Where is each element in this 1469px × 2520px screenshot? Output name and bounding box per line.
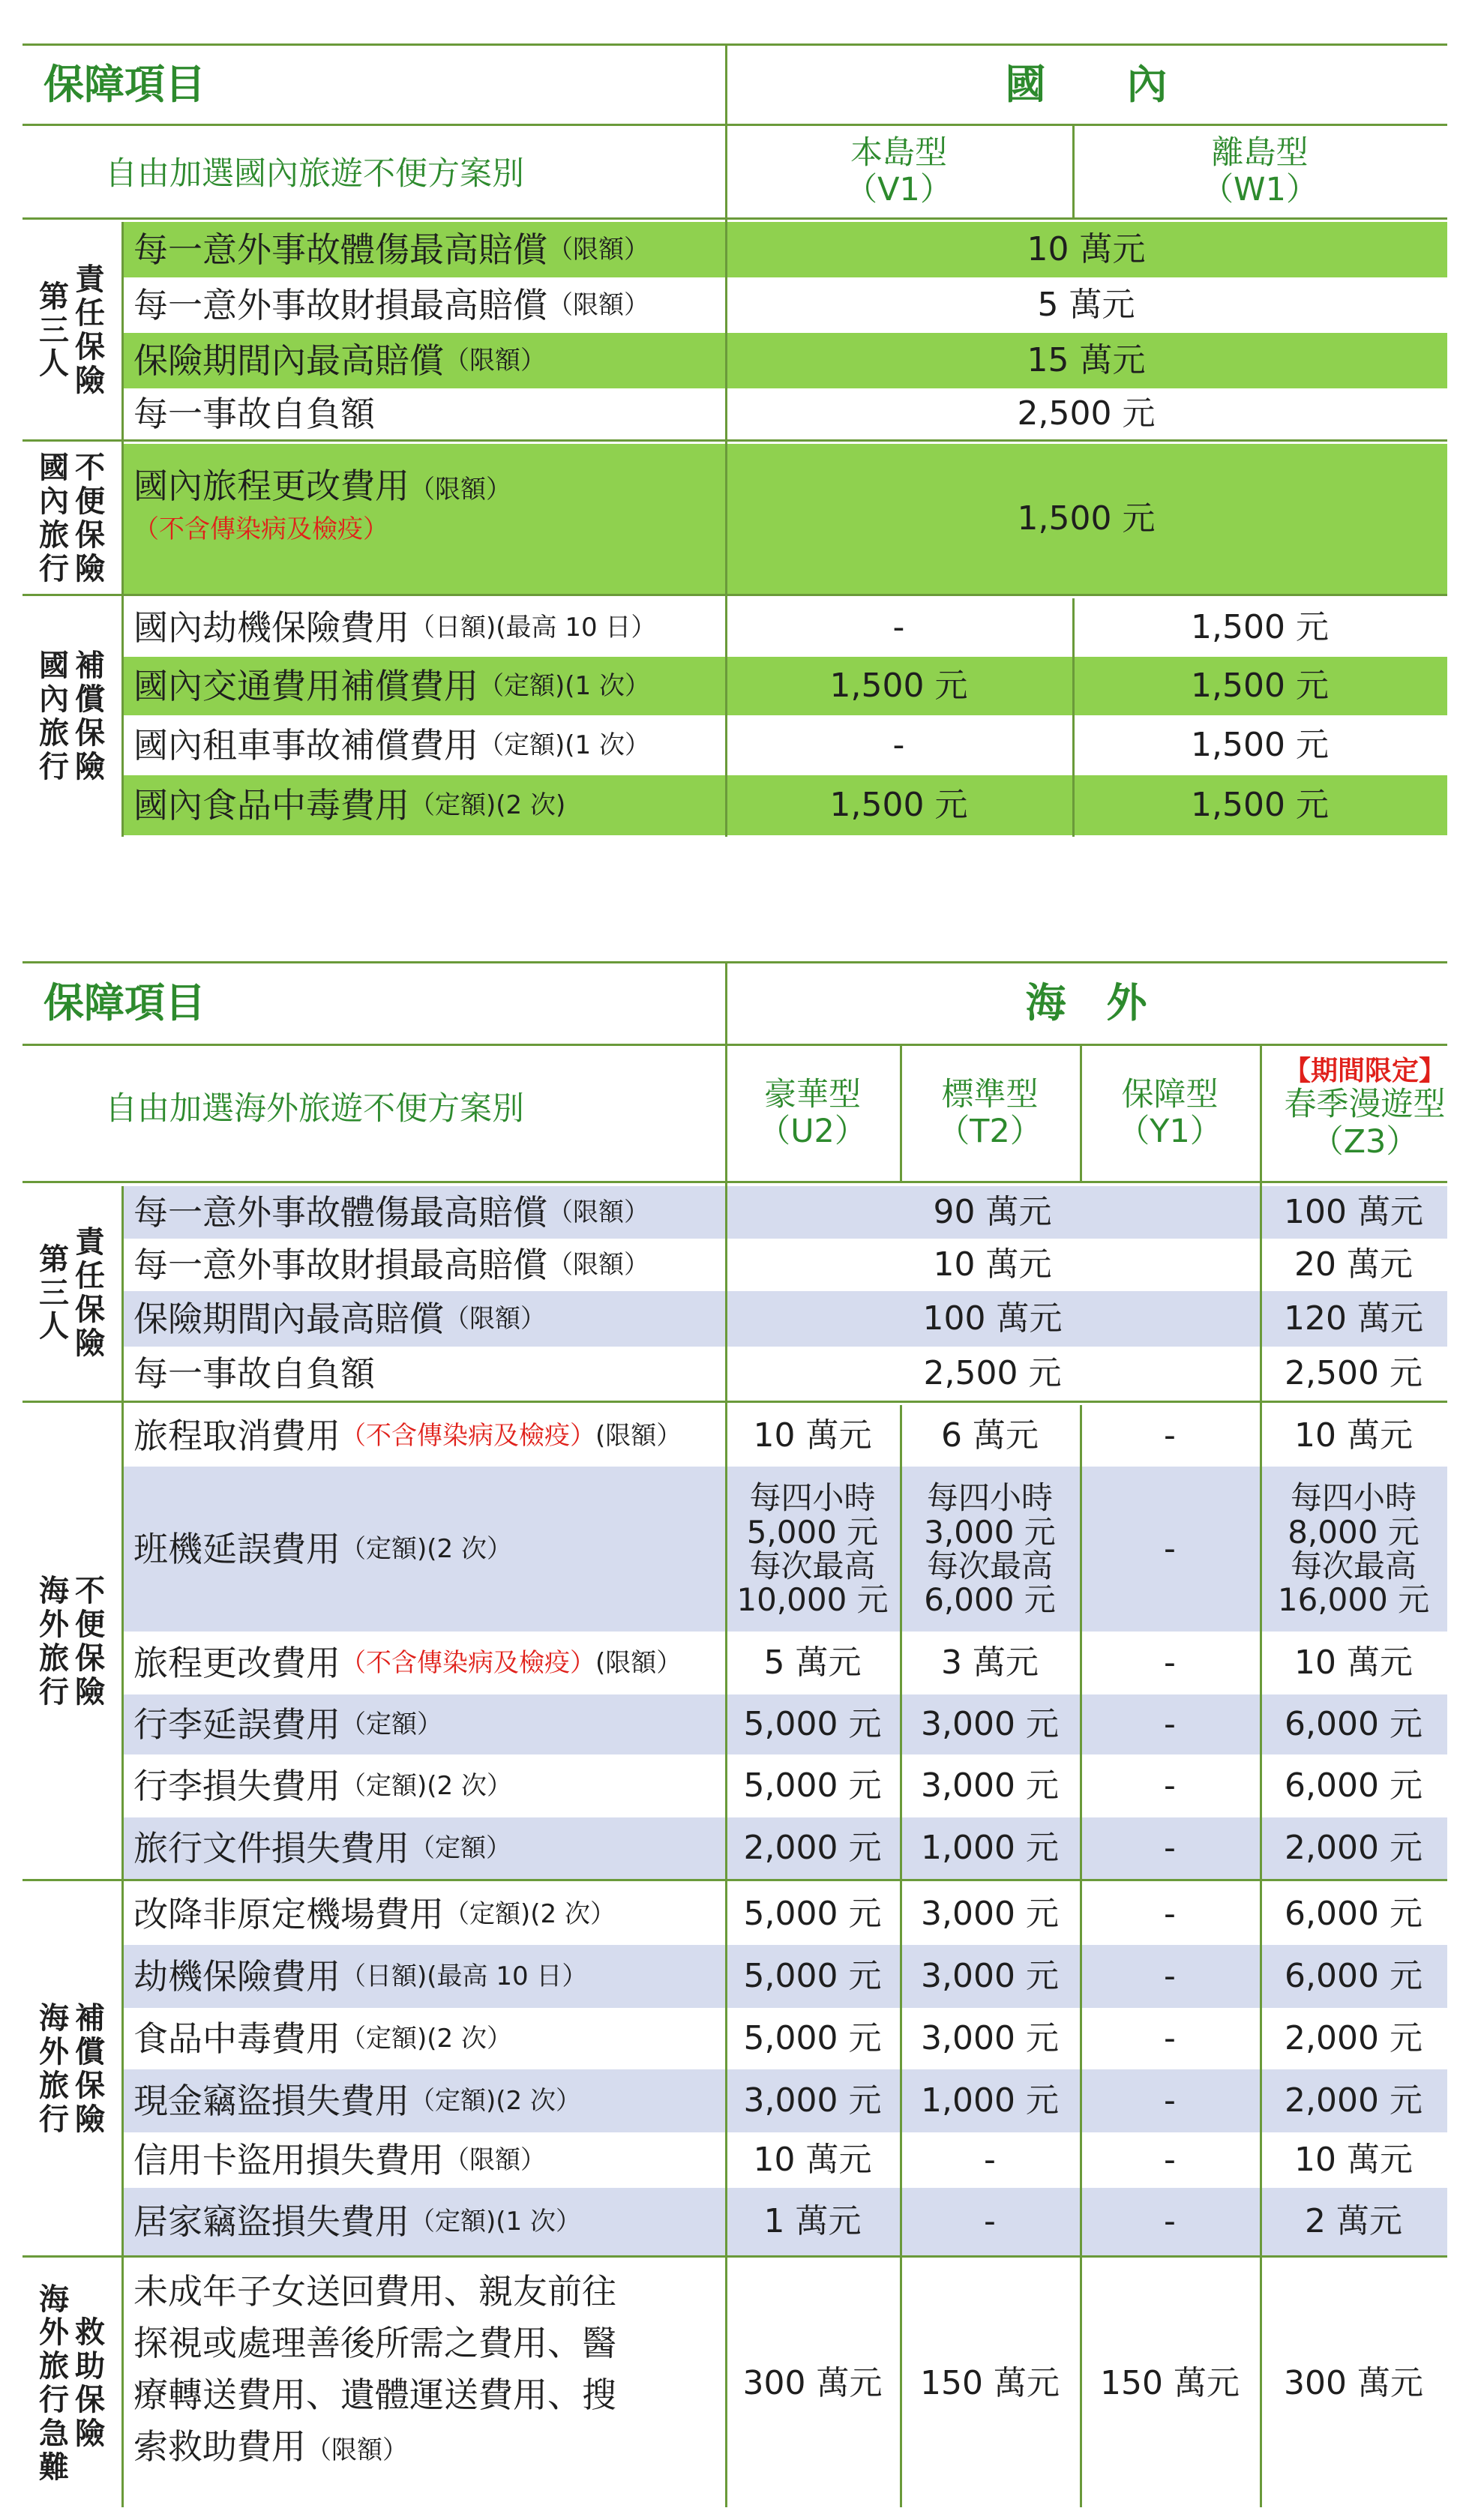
limit-note: （限額）	[547, 234, 649, 265]
col-rule	[900, 1046, 902, 1183]
limit-note: （定額)(2 次）	[409, 2085, 581, 2116]
item-name: 每一事故自負額	[133, 393, 375, 434]
value-t2: 3 萬元	[941, 1643, 1039, 1682]
limit-note: （限額）	[547, 1197, 649, 1227]
limit-note: （定額）	[340, 1709, 442, 1739]
row-label	[133, 333, 546, 388]
value-z3: 120 萬元	[1284, 1299, 1423, 1338]
plan-v1: 本島型 （V1）	[845, 133, 952, 208]
group-rule	[22, 439, 1447, 442]
plan-t2: 標準型 （T2）	[937, 1075, 1042, 1150]
item-name: 旅行文件損失費用	[133, 1827, 409, 1868]
value-y1: 150 萬元	[1100, 2363, 1240, 2402]
value-z3: 2 萬元	[1305, 2201, 1402, 2240]
group-overseas-compensation	[22, 1883, 121, 2255]
value-u2: 5 萬元	[763, 1643, 862, 1682]
merged-value: 5 萬元	[1037, 285, 1135, 324]
group-label-a: 國內旅行	[39, 649, 69, 784]
value-y1: -	[1164, 1529, 1176, 1568]
limit-note: （定額）	[409, 1832, 511, 1863]
row-label	[133, 2132, 546, 2188]
row-label	[133, 1291, 546, 1347]
item-name: 行李延誤費用	[133, 1703, 340, 1745]
limit-note: （限額）	[409, 475, 511, 505]
exclusion-note: （不含傳染病及檢疫）	[133, 514, 388, 544]
value-u2: 10 萬元	[753, 1416, 872, 1455]
row-label	[133, 388, 375, 439]
top-rule	[22, 961, 1447, 963]
limit-note: （定額)(1 次）	[478, 670, 650, 701]
value-t2: 3,000 元	[921, 1704, 1059, 1743]
value-u2: 1 萬元	[763, 2201, 862, 2240]
merged-value: 10 萬元	[1027, 229, 1146, 268]
value-z3: 6,000 元	[1285, 1894, 1423, 1933]
limit-note: （定額)(2 次）	[340, 2023, 512, 2054]
row-label	[133, 1694, 442, 1754]
value-y1: -	[1164, 1828, 1176, 1867]
row-label	[133, 1632, 682, 1694]
value-z3: 300 萬元	[1284, 2363, 1423, 2402]
value-w1: 1,500 元	[1191, 666, 1329, 705]
value-t2: 6 萬元	[941, 1416, 1039, 1455]
value-t2: 1,000 元	[921, 2081, 1059, 2120]
value-y1: -	[1164, 1894, 1176, 1933]
item-name: 改降非原定機場費用	[133, 1893, 444, 1934]
group-label-b: 責任保險	[75, 1225, 105, 1361]
section-title: 保障項目	[43, 979, 205, 1026]
group-overseas-inconvenience	[22, 1405, 121, 1879]
value-y1: -	[1164, 1704, 1176, 1743]
value-y1: -	[1164, 1643, 1176, 1682]
value-y1: -	[1164, 2140, 1176, 2179]
plan-title: 自由加選海外旅遊不便方案別	[105, 1090, 524, 1128]
merged-value: 10 萬元	[933, 1245, 1052, 1284]
row-label	[133, 1405, 682, 1467]
value-z3: 2,000 元	[1285, 2018, 1423, 2057]
col-rule	[1260, 1046, 1262, 2507]
limit-note: （限額）	[444, 2144, 546, 2175]
plan-u2: 豪華型 （U2）	[758, 1075, 867, 1150]
limit-note: (限額）	[595, 1420, 682, 1451]
value-z3: 6,000 元	[1285, 1704, 1423, 1743]
group-rule	[22, 594, 1447, 596]
value-z3: 20 萬元	[1294, 1245, 1413, 1284]
value-t2: 3,000 元	[921, 1766, 1059, 1805]
group-label-b: 不便保險	[75, 451, 105, 586]
group-label-b: 救助保險	[75, 2315, 105, 2451]
group-third-party	[22, 222, 121, 439]
merged-value: 1,500 元	[1017, 499, 1156, 538]
value-z3: 100 萬元	[1284, 1192, 1423, 1231]
col-rule	[1080, 1405, 1082, 2507]
col-rule	[121, 222, 124, 837]
rescue-line: 索救助費用（限額）	[133, 2426, 408, 2467]
rescue-line: 探視或處理善後所需之費用、醫	[133, 2323, 616, 2363]
plan-name: 春季漫遊型	[1284, 1086, 1446, 1124]
value-u2: 300 萬元	[742, 2363, 883, 2402]
group-domestic-inconvenience	[22, 444, 121, 594]
row-label	[133, 715, 650, 775]
group-rule	[22, 2255, 1447, 2258]
item-name: 保險期間內最高賠償	[133, 340, 444, 381]
value-u2: 5,000 元	[743, 1704, 882, 1743]
plan-title: 自由加選國內旅遊不便方案別	[105, 155, 524, 193]
row-label	[133, 657, 650, 715]
value-z3: 2,500 元	[1285, 1353, 1423, 1392]
limit-note: （限額）	[444, 1303, 546, 1334]
plan-code: （Z3）	[1311, 1122, 1419, 1161]
value-y1: -	[1164, 1416, 1176, 1455]
group-label-a: 海外旅行急難	[39, 2282, 69, 2485]
row-label	[133, 598, 656, 657]
value-v1: -	[892, 725, 905, 764]
value-z3: 6,000 元	[1285, 1956, 1423, 1995]
merged-value: 2,500 元	[1017, 394, 1156, 433]
limit-note: （定額)(2 次）	[340, 1533, 512, 1564]
row-label	[133, 2008, 512, 2069]
value-u2: 10 萬元	[753, 2140, 872, 2179]
col-rule	[1080, 1046, 1082, 1183]
row-label	[133, 1186, 649, 1239]
rescue-line: 療轉送費用、遺體運送費用、搜	[133, 2375, 616, 2415]
row-label	[133, 1467, 512, 1632]
row-label	[133, 1945, 587, 2008]
col-rule	[1072, 126, 1075, 217]
limit-note: （限額）	[444, 345, 546, 376]
value-y1: -	[1164, 1956, 1176, 1995]
limit-note: （定額)(2 次）	[340, 1770, 512, 1801]
plan-rule	[22, 1181, 1447, 1183]
row-label	[133, 222, 649, 277]
item-name: 現金竊盜損失費用	[133, 2080, 409, 2121]
merged-value: 15 萬元	[1027, 340, 1146, 379]
limit-note: （限額）	[547, 1249, 649, 1280]
rescue-description	[133, 2266, 616, 2473]
group-third-party	[22, 1186, 121, 1401]
value-v1: -	[892, 607, 905, 646]
value-t2: 3,000 元	[921, 2018, 1059, 2057]
group-label-b: 責任保險	[75, 262, 105, 398]
exclusion-note: （不含傳染病及檢疫）	[340, 1420, 595, 1451]
item-name: 國內劫機保險費用	[133, 607, 409, 648]
value-w1: 1,500 元	[1191, 607, 1329, 646]
item-name: 國內交通費用補償費用	[133, 665, 478, 706]
value-z3: 10 萬元	[1294, 1643, 1413, 1682]
row-label	[133, 1883, 616, 1945]
item-name: 行李損失費用	[133, 1765, 340, 1806]
item-name: 保險期間內最高賠償	[133, 1298, 444, 1339]
limit-note: （限額）	[306, 2435, 408, 2465]
limit-note: （定額)(1 次）	[478, 730, 650, 760]
group-label-b: 補償保險	[75, 2001, 105, 2137]
value-z3: 10 萬元	[1294, 2140, 1413, 2179]
value-z3: 2,000 元	[1285, 2081, 1423, 2120]
merged-value: 2,500 元	[923, 1353, 1062, 1392]
merged-value: 90 萬元	[933, 1192, 1052, 1231]
row-label	[133, 1347, 375, 1401]
col-rule	[725, 43, 727, 837]
section-title: 保障項目	[43, 61, 205, 108]
row-label	[133, 775, 565, 835]
item-name: 旅程取消費用	[133, 1415, 340, 1456]
value-t2: 每四小時 3,000 元 每次最高 6,000 元	[924, 1479, 1056, 1619]
limit-note: （限額）	[547, 289, 649, 320]
value-y1: -	[1164, 2081, 1176, 2120]
value-u2: 3,000 元	[743, 2081, 882, 2120]
row-label	[133, 1817, 511, 1879]
group-label-a: 第三人	[39, 1242, 69, 1344]
value-y1: -	[1164, 2201, 1176, 2240]
group-label-a: 海外旅行	[39, 2001, 69, 2137]
item-name: 每一意外事故財損最高賠償	[133, 284, 547, 325]
limit-note: （日額)(最高 10 日）	[340, 1961, 588, 1991]
item-name: 旅程更改費用	[133, 1642, 340, 1683]
value-w1: 1,500 元	[1191, 785, 1329, 824]
item-name: 劫機保險費用	[133, 1955, 340, 1997]
row-label	[133, 2069, 581, 2132]
limit-note: （日額)(最高 10 日）	[409, 612, 657, 643]
value-u2: 2,000 元	[743, 1828, 882, 1867]
value-z3: 2,000 元	[1285, 1828, 1423, 1867]
value-t2: 1,000 元	[921, 1828, 1059, 1867]
group-rule	[22, 1401, 1447, 1403]
item-name: 國內租車事故補償費用	[133, 724, 478, 766]
row-label	[133, 1754, 512, 1817]
value-u2: 5,000 元	[743, 2018, 882, 2057]
limited-time-tag: 【期間限定】	[1283, 1056, 1446, 1086]
value-t2: -	[984, 2140, 996, 2179]
limit-note: (限額）	[595, 1647, 682, 1678]
limit-note: （定額)(2 次)	[409, 790, 566, 820]
value-u2: 每四小時 5,000 元 每次最高 10,000 元	[736, 1479, 889, 1619]
group-label-b: 不便保險	[75, 1574, 105, 1709]
value-z3: 每四小時 8,000 元 每次最高 16,000 元	[1277, 1479, 1430, 1619]
plan-y1: 保障型 （Y1）	[1117, 1075, 1222, 1150]
row-label	[133, 2188, 581, 2255]
top-rule	[22, 43, 1447, 46]
item-name: 班機延誤費用	[133, 1528, 340, 1569]
item-name: 食品中毒費用	[133, 2018, 340, 2059]
value-v1: 1,500 元	[829, 785, 968, 824]
plan-z3	[1260, 1056, 1469, 1161]
row-label	[133, 277, 649, 333]
value-u2: 5,000 元	[743, 1894, 882, 1933]
group-rule	[22, 1879, 1447, 1881]
value-t2: 3,000 元	[921, 1956, 1059, 1995]
plan-rule	[22, 217, 1447, 220]
limit-note: （定額)(1 次）	[409, 2206, 581, 2237]
col-rule	[1072, 598, 1075, 837]
group-label-a: 國內旅行	[39, 451, 69, 586]
col-rule	[121, 1186, 124, 2507]
col-rule	[725, 961, 727, 2507]
value-v1: 1,500 元	[829, 666, 968, 705]
row-label	[133, 1239, 649, 1291]
row-label	[133, 461, 511, 548]
value-z3: 10 萬元	[1294, 1416, 1413, 1455]
value-t2: 150 萬元	[920, 2363, 1060, 2402]
item-name: 每一意外事故財損最高賠償	[133, 1244, 547, 1285]
item-name: 信用卡盜用損失費用	[133, 2139, 444, 2180]
item-name: 國內食品中毒費用	[133, 784, 409, 826]
value-t2: 3,000 元	[921, 1894, 1059, 1933]
value-u2: 5,000 元	[743, 1766, 882, 1805]
col-rule	[900, 1405, 902, 2507]
item-name: 每一意外事故體傷最高賠償	[133, 1191, 547, 1233]
value-y1: -	[1164, 1766, 1176, 1805]
item-name: 每一意外事故體傷最高賠償	[133, 229, 547, 270]
item-name: 每一事故自負額	[133, 1353, 375, 1394]
value-y1: -	[1164, 2018, 1176, 2057]
value-t2: -	[984, 2201, 996, 2240]
limit-note: （定額)(2 次）	[444, 1898, 616, 1929]
group-label-a: 第三人	[39, 279, 69, 382]
group-overseas-rescue	[22, 2260, 121, 2507]
value-u2: 5,000 元	[743, 1956, 882, 1995]
group-label-a: 海外旅行	[39, 1574, 69, 1709]
exclusion-note: （不含傳染病及檢疫）	[340, 1647, 595, 1678]
plan-w1: 離島型 （W1）	[1201, 133, 1318, 208]
item-name: 居家竊盜損失費用	[133, 2201, 409, 2242]
rescue-line: 未成年子女送回費用、親友前往	[133, 2271, 616, 2312]
group-domestic-compensation	[22, 598, 121, 835]
item-name: 國內旅程更改費用（限額）	[133, 466, 511, 506]
value-z3: 6,000 元	[1285, 1766, 1423, 1805]
group-label-b: 補償保險	[75, 649, 105, 784]
region-title: 國 內	[1005, 61, 1168, 108]
value-w1: 1,500 元	[1191, 725, 1329, 764]
region-title: 海 外	[1025, 979, 1147, 1026]
merged-value: 100 萬元	[922, 1299, 1063, 1338]
